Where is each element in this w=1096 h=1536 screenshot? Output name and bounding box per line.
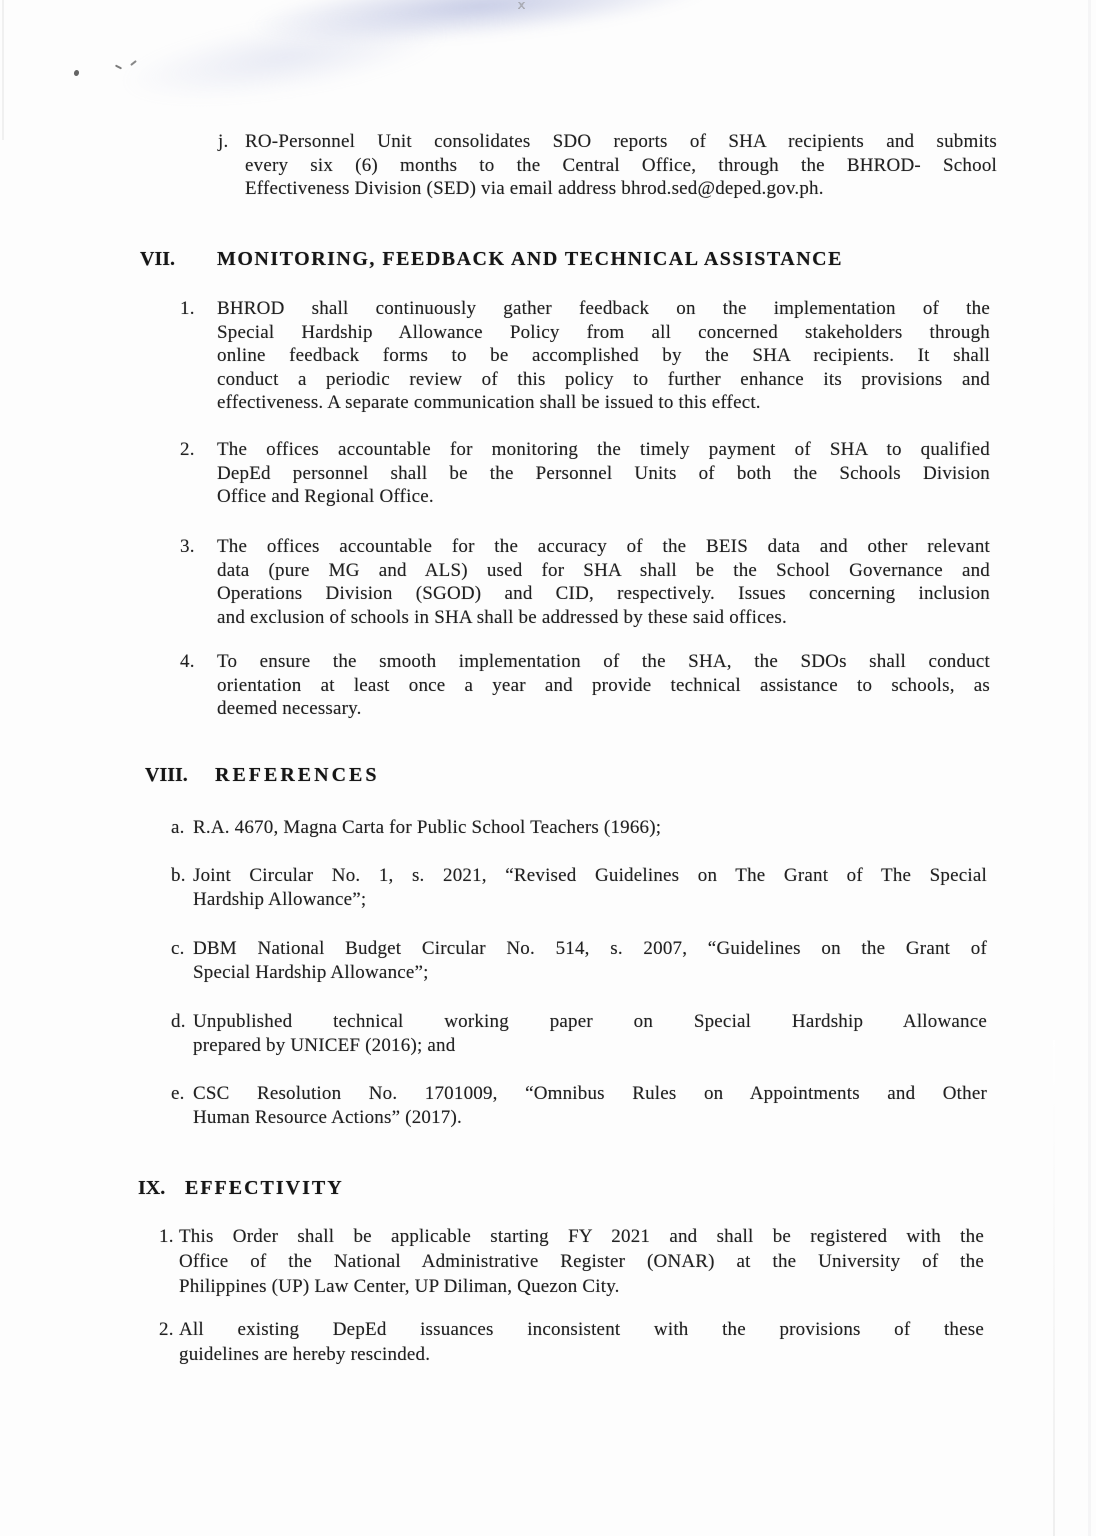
item-text: RO-Personnel Unit consolidates SDO reports of SHA recipients and submits every six (6) months to the Central Office, through the BHROD- School Effectiveness Division (SED) via email address bhrod.sed@deped.gov.ph. (245, 131, 997, 199)
fold-line (1088, 0, 1091, 1536)
item-text: Joint Circular No. 1, s. 2021, “Revised Guidelines on The Grant of The Special Hardship Allowance”; (193, 865, 987, 910)
item-text: The offices accountable for the accuracy of the BEIS data and other relevant data (pure MG and ALS) used for SHA shall be the School Governance and Operations Division (SGOD) and CID, respectively. Issues concerning inclusion and exclusion of schools in SHA shall be addressed by these said offices. (217, 536, 990, 628)
item-label: 4. (180, 651, 195, 672)
section-number: VIII. (145, 764, 188, 786)
item-label: e. (171, 1083, 185, 1104)
section-title: REFERENCES (215, 764, 380, 786)
item-text: BHROD shall continuously gather feedback on the implementation of the Special Hardship Allowance Policy from all concerned stakeholders through online feedback forms to be accomplished by the SHA recipients. It shall conduct a periodic review of this policy to further enhance its provisions and effectiveness. A separate communication shall be issued to this effect. (217, 298, 990, 413)
item-label: j. (218, 131, 229, 152)
pencil-mark (517, 2, 526, 9)
item-label: 1. (180, 298, 195, 319)
list-item-a (171, 816, 987, 840)
section-number: IX. (138, 1177, 166, 1199)
item-label: b. (171, 865, 186, 886)
section-heading-viii (145, 764, 379, 788)
item-label: 3. (180, 536, 195, 557)
list-item-2 (159, 1317, 984, 1367)
item-text: CSC Resolution No. 1701009, “Omnibus Rules on Appointments and Other Human Resource Actions” (2017). (193, 1083, 987, 1128)
list-item-j (218, 130, 997, 201)
item-text: Unpublished technical working paper on Special Hardship Allowance prepared by UNICEF (2016); and (193, 1011, 987, 1056)
scan-smudge (178, 0, 783, 72)
section-number: VII. (140, 248, 176, 270)
item-label: 2. (180, 439, 195, 460)
fold-line (1053, 1040, 1055, 1536)
page-edge-line (2, 0, 4, 140)
section-heading-vii (140, 248, 843, 272)
item-text: This Order shall be applicable starting FY 2021 and shall be registered with the Office of the National Administrative Register (ONAR) at the University of the Philippines (UP) Law Center, UP Diliman, Quezon City. (179, 1226, 984, 1297)
item-label: 1. (159, 1226, 174, 1247)
item-text: The offices accountable for monitoring the timely payment of SHA to qualified DepEd personnel shall be the Personnel Units of both the Schools Division Office and Regional Office. (217, 439, 990, 507)
list-item-4 (180, 650, 990, 721)
ink-speck (73, 69, 80, 76)
scan-smudge-tail (50, 0, 519, 140)
item-text: To ensure the smooth implementation of the SHA, the SDOs shall conduct orientation at least once a year and provide technical assistance to schools, as deemed necessary. (217, 651, 990, 719)
item-label: a. (171, 817, 185, 838)
ink-speck (130, 60, 137, 66)
list-item-c (171, 937, 987, 984)
list-item-1 (180, 297, 990, 415)
list-item-e (171, 1082, 987, 1129)
item-text: DBM National Budget Circular No. 514, s. 2007, “Guidelines on the Grant of Special Hardship Allowance”; (193, 938, 987, 983)
list-item-b (171, 864, 987, 911)
item-text: All existing DepEd issuances inconsistent with the provisions of these guidelines are hereby rescinded. (179, 1319, 984, 1365)
item-label: 2. (159, 1319, 174, 1340)
list-item-3 (180, 535, 990, 629)
list-item-2 (180, 438, 990, 509)
section-heading-ix (138, 1177, 344, 1201)
item-label: c. (171, 938, 185, 959)
item-label: d. (171, 1011, 186, 1032)
ink-speck (115, 64, 122, 69)
section-title: EFFECTIVITY (185, 1177, 344, 1199)
list-item-1 (159, 1224, 984, 1299)
item-text: R.A. 4670, Magna Carta for Public School Teachers (1966); (193, 817, 662, 838)
section-title: MONITORING, FEEDBACK AND TECHNICAL ASSISTANCE (217, 248, 843, 270)
list-item-d (171, 1010, 987, 1057)
